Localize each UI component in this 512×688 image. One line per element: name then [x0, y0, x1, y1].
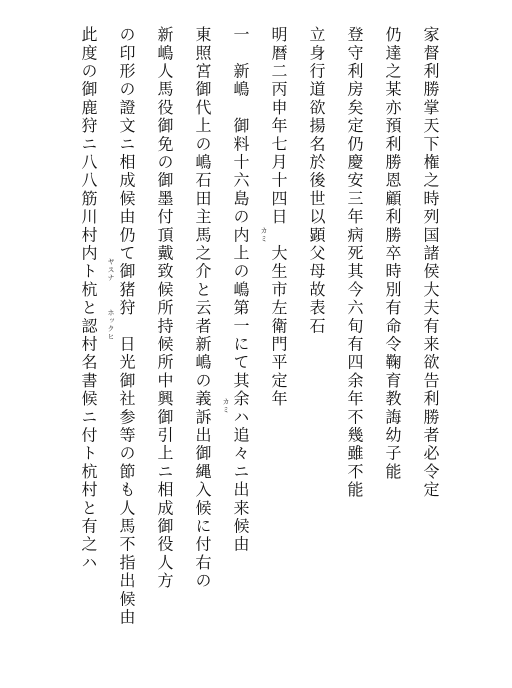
text-line-5: 明暦二丙申年七月十四日 大生市左衛門平定年: [269, 26, 288, 409]
text-line-2: 仍達之某亦預利勝恩顧利勝卒時別有命令鞠育教誨幼子能: [383, 26, 402, 481]
ruby-hokkuhi: ホックヒ: [107, 309, 115, 341]
text-line-6: 一 新嶋 御料十六島の内上の嶋第一にて其余ハ追々ニ出来候由: [231, 26, 250, 554]
text-line-8: 新嶋人馬役御免の御墨付頂戴致候所持候所中興御引上ニ相成御役人方: [155, 26, 174, 591]
text-line-1: 家督利勝掌天下権之時列国諸侯大夫有来欲告利勝者必令定: [421, 26, 440, 500]
ruby-yasuna: ヤスナ: [107, 258, 115, 282]
text-line-3: 登守利房矣定仍慶安三年病死其今六旬有四余年不幾雖不能: [345, 26, 364, 500]
text-line-10: 此度の御鹿狩ニ八八筋川村内ト杭と認村名書候ニ付ト杭村と有之ハ: [79, 26, 98, 572]
ruby-kami-2: カミ: [222, 398, 230, 414]
ruby-kami-1: カミ: [260, 227, 268, 243]
text-line-7: 東照宮御代上の嶋石田主馬之介と云者新嶋の義訴出御縄入候に付右の: [193, 26, 212, 591]
text-line-9: の印形の證文ニ相成候由仍て御猪狩 日光御社参等の節も人馬不指出候由: [117, 26, 136, 627]
text-line-4: 立身行道欲揚名於後世以顕父母故表石: [307, 26, 326, 336]
